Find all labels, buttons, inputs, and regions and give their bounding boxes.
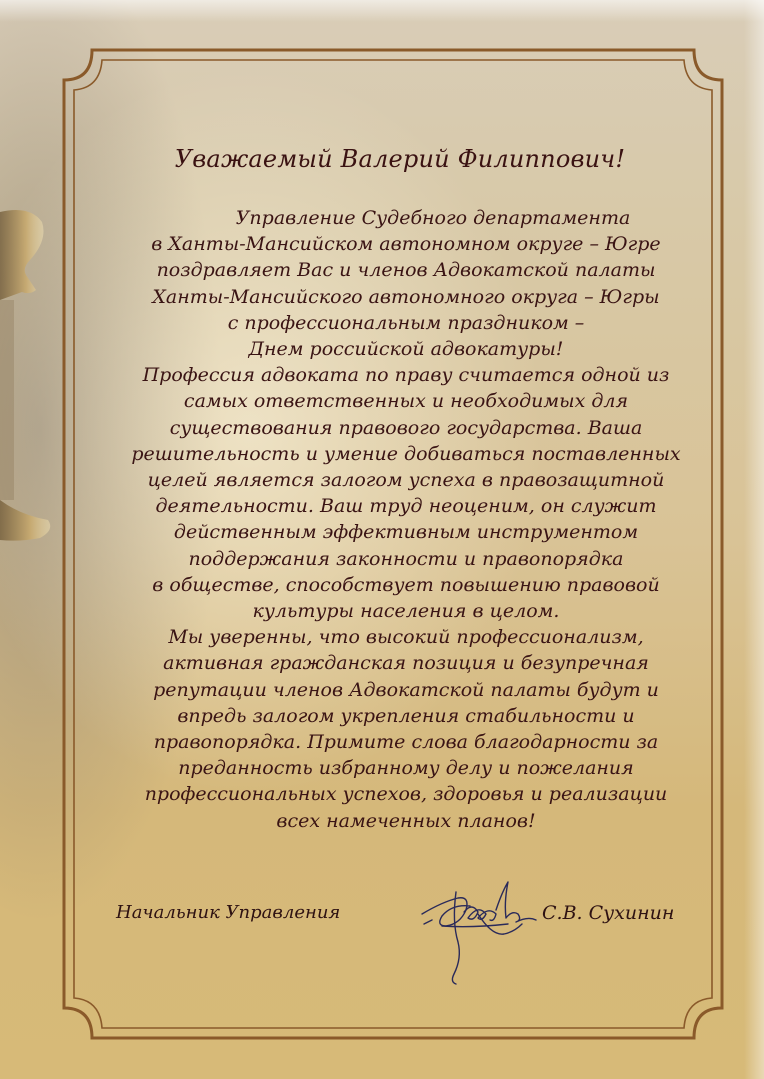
body-line: Ханты-Мансийского автономного округа – Югры	[152, 285, 660, 308]
body-line: в обществе, способствует повышению правовой	[152, 573, 660, 596]
body-line: профессиональных успехов, здоровья и реализации	[144, 783, 668, 806]
body-line: решительность и умение добиваться поставленных	[131, 442, 681, 465]
body-line: в Ханты-Мансийском автономном округе – Югре	[151, 233, 661, 256]
body-line: поздравляет Вас и членов Адвокатской палаты	[156, 259, 656, 282]
handwritten-signature	[412, 862, 552, 992]
body-line: с профессиональным праздником –	[227, 311, 585, 334]
letter-body	[96, 205, 716, 834]
body-line: Профессия адвоката по праву считается одной из	[142, 364, 670, 387]
paper-highlight-top	[0, 0, 764, 22]
body-line: правопорядка. Примите слова благодарности за	[153, 731, 659, 754]
body-line: поддержания законности и правопорядка	[188, 547, 624, 570]
body-line: действенным эффективным инструментом	[173, 521, 639, 544]
body-line: всех намеченных планов!	[276, 809, 536, 832]
body-line: преданность избранному делу и пожелания	[178, 757, 634, 780]
body-line: существования правового государства. Ваша	[169, 416, 643, 439]
greeting-heading: Уважаемый Валерий Филиппович!	[174, 145, 626, 173]
body-line: репутации членов Адвокатской палаты будут и	[153, 678, 659, 701]
body-line: активная гражданская позиция и безупречная	[163, 652, 649, 675]
body-line: целей является залогом успеха в правозащитной	[147, 469, 665, 492]
body-line: впредь залогом укрепления стабильности и	[177, 704, 635, 727]
body-line: Мы уверенны, что высокий профессионализм,	[168, 626, 644, 649]
signature-block	[96, 900, 696, 930]
signatory-name: С.В. Сухинин	[542, 902, 675, 924]
paper-highlight-right	[744, 0, 764, 1079]
body-line: Управление Судебного департамента	[235, 207, 631, 229]
body-line: Днем российской адвокатуры!	[248, 338, 564, 361]
signatory-title: Начальник Управления	[116, 902, 341, 923]
body-line: самых ответственных и необходимых для	[183, 390, 629, 413]
body-line: культуры населения в целом.	[252, 600, 560, 623]
body-line: деятельности. Ваш труд неоценим, он служит	[155, 495, 657, 518]
